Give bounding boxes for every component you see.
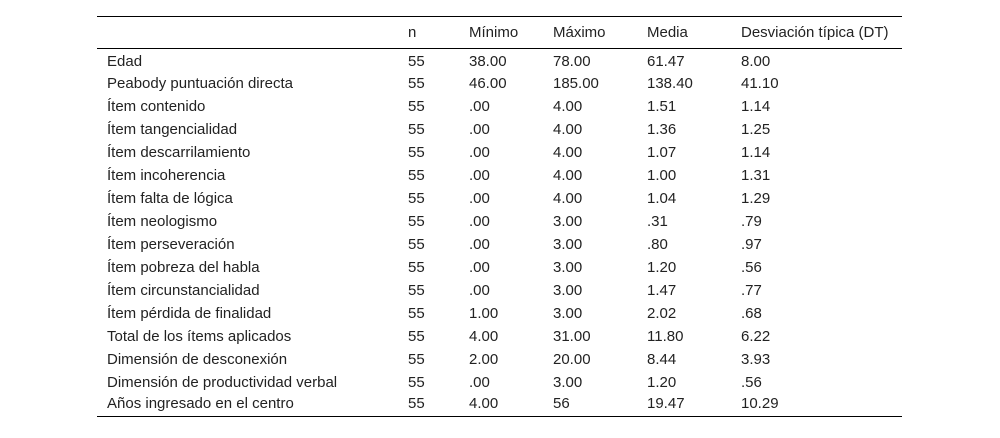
cell-n: 55 [408, 258, 425, 276]
table-row [97, 325, 902, 348]
header-cell-mean: Media [647, 24, 688, 41]
cell-max: 78.00 [553, 52, 591, 70]
cell-variable: Ítem contenido [107, 97, 206, 115]
cell-variable: Ítem descarrilamiento [107, 143, 251, 161]
cell-min: 1.00 [469, 304, 499, 322]
cell-sd: 1.14 [741, 97, 771, 115]
cell-mean: 1.47 [647, 281, 677, 299]
cell-n: 55 [408, 97, 425, 115]
cell-mean: 61.47 [647, 52, 685, 70]
cell-min: .00 [469, 143, 490, 161]
cell-n: 55 [408, 327, 425, 345]
cell-mean: 1.04 [647, 189, 677, 207]
cell-variable: Ítem perseveración [107, 235, 235, 253]
cell-n: 55 [408, 212, 425, 230]
cell-n: 55 [408, 350, 425, 368]
cell-max: 3.00 [553, 212, 583, 230]
cell-min: .00 [469, 373, 490, 391]
cell-max: 3.00 [553, 235, 583, 253]
cell-min: .00 [469, 166, 490, 184]
cell-variable: Dimensión de desconexión [107, 350, 288, 368]
table-row [97, 72, 902, 95]
cell-min: 4.00 [469, 395, 499, 413]
table-row [97, 279, 902, 302]
cell-n: 55 [408, 52, 425, 70]
cell-mean: 19.47 [647, 395, 685, 413]
table-body [97, 49, 902, 417]
cell-max: 4.00 [553, 189, 583, 207]
cell-max: 3.00 [553, 373, 583, 391]
table-row [97, 348, 902, 371]
table-row [97, 256, 902, 279]
table-row [97, 371, 902, 394]
header-row [97, 17, 902, 49]
cell-sd: 1.14 [741, 143, 771, 161]
cell-sd: 6.22 [741, 327, 771, 345]
cell-variable: Ítem circunstancialidad [107, 281, 260, 299]
cell-max: 56 [553, 395, 570, 413]
cell-sd: .97 [741, 235, 762, 253]
cell-max: 3.00 [553, 304, 583, 322]
cell-sd: 10.29 [741, 395, 779, 413]
cell-variable: Ítem pérdida de finalidad [107, 304, 272, 322]
cell-variable: Ítem pobreza del habla [107, 258, 260, 276]
cell-max: 4.00 [553, 166, 583, 184]
table-row [97, 118, 902, 141]
table-row [97, 210, 902, 233]
cell-mean: .31 [647, 212, 668, 230]
descriptive-statistics-table [97, 16, 902, 417]
cell-sd: .79 [741, 212, 762, 230]
cell-sd: 8.00 [741, 52, 771, 70]
table-row [97, 164, 902, 187]
cell-max: 4.00 [553, 97, 583, 115]
cell-variable: Ítem incoherencia [107, 166, 226, 184]
table-row [97, 233, 902, 256]
table-row [97, 187, 902, 210]
cell-sd: 1.25 [741, 120, 771, 138]
cell-mean: 1.07 [647, 143, 677, 161]
cell-min: .00 [469, 281, 490, 299]
cell-variable: Ítem neologismo [107, 212, 218, 230]
table-row [97, 49, 902, 72]
header-cell-sd: Desviación típica (DT) [741, 24, 889, 41]
cell-max: 4.00 [553, 143, 583, 161]
cell-variable: Ítem falta de lógica [107, 189, 233, 207]
cell-mean: 1.36 [647, 120, 677, 138]
cell-mean: 1.00 [647, 166, 677, 184]
cell-min: .00 [469, 235, 490, 253]
cell-sd: 41.10 [741, 74, 779, 92]
cell-n: 55 [408, 281, 425, 299]
cell-max: 31.00 [553, 327, 591, 345]
cell-max: 3.00 [553, 281, 583, 299]
cell-max: 4.00 [553, 120, 583, 138]
cell-sd: 1.29 [741, 189, 771, 207]
cell-min: .00 [469, 120, 490, 138]
cell-variable: Ítem tangencialidad [107, 120, 238, 138]
cell-mean: 1.20 [647, 258, 677, 276]
cell-mean: 138.40 [647, 74, 693, 92]
cell-min: 4.00 [469, 327, 499, 345]
cell-n: 55 [408, 74, 425, 92]
cell-mean: .80 [647, 235, 668, 253]
cell-mean: 11.80 [647, 327, 684, 345]
cell-sd: 3.93 [741, 350, 771, 368]
cell-n: 55 [408, 120, 425, 138]
cell-mean: 8.44 [647, 350, 677, 368]
cell-min: .00 [469, 212, 490, 230]
cell-min: 46.00 [469, 74, 507, 92]
table-row [97, 141, 902, 164]
cell-min: 2.00 [469, 350, 499, 368]
cell-max: 3.00 [553, 258, 583, 276]
cell-variable: Años ingresado en el centro [107, 395, 294, 413]
cell-min: .00 [469, 258, 490, 276]
cell-n: 55 [408, 143, 425, 161]
cell-variable: Total de los ítems aplicados [107, 327, 292, 345]
cell-n: 55 [408, 304, 425, 322]
cell-mean: 1.51 [647, 97, 677, 115]
cell-mean: 1.20 [647, 373, 677, 391]
cell-mean: 2.02 [647, 304, 677, 322]
cell-sd: .68 [741, 304, 762, 322]
table-row [97, 95, 902, 118]
cell-sd: 1.31 [741, 166, 771, 184]
cell-min: .00 [469, 189, 490, 207]
table-row [97, 302, 902, 325]
cell-n: 55 [408, 189, 425, 207]
cell-sd: .77 [741, 281, 762, 299]
cell-variable: Edad [107, 52, 143, 70]
cell-max: 20.00 [553, 350, 591, 368]
header-cell-variable [97, 17, 408, 49]
cell-sd: .56 [741, 373, 762, 391]
cell-n: 55 [408, 373, 425, 391]
header-cell-max: Máximo [553, 24, 606, 41]
table-row [97, 394, 902, 417]
stats-table [97, 16, 902, 417]
cell-sd: .56 [741, 258, 762, 276]
table-header [97, 17, 902, 49]
cell-n: 55 [408, 166, 425, 184]
header-cell-n: n [408, 24, 417, 41]
cell-variable: Dimensión de productividad verbal [107, 373, 338, 391]
cell-n: 55 [408, 235, 425, 253]
header-cell-min: Mínimo [469, 24, 519, 41]
cell-min: .00 [469, 97, 490, 115]
cell-max: 185.00 [553, 74, 599, 92]
cell-min: 38.00 [469, 52, 507, 70]
cell-n: 55 [408, 395, 425, 413]
cell-variable: Peabody puntuación directa [107, 74, 293, 92]
